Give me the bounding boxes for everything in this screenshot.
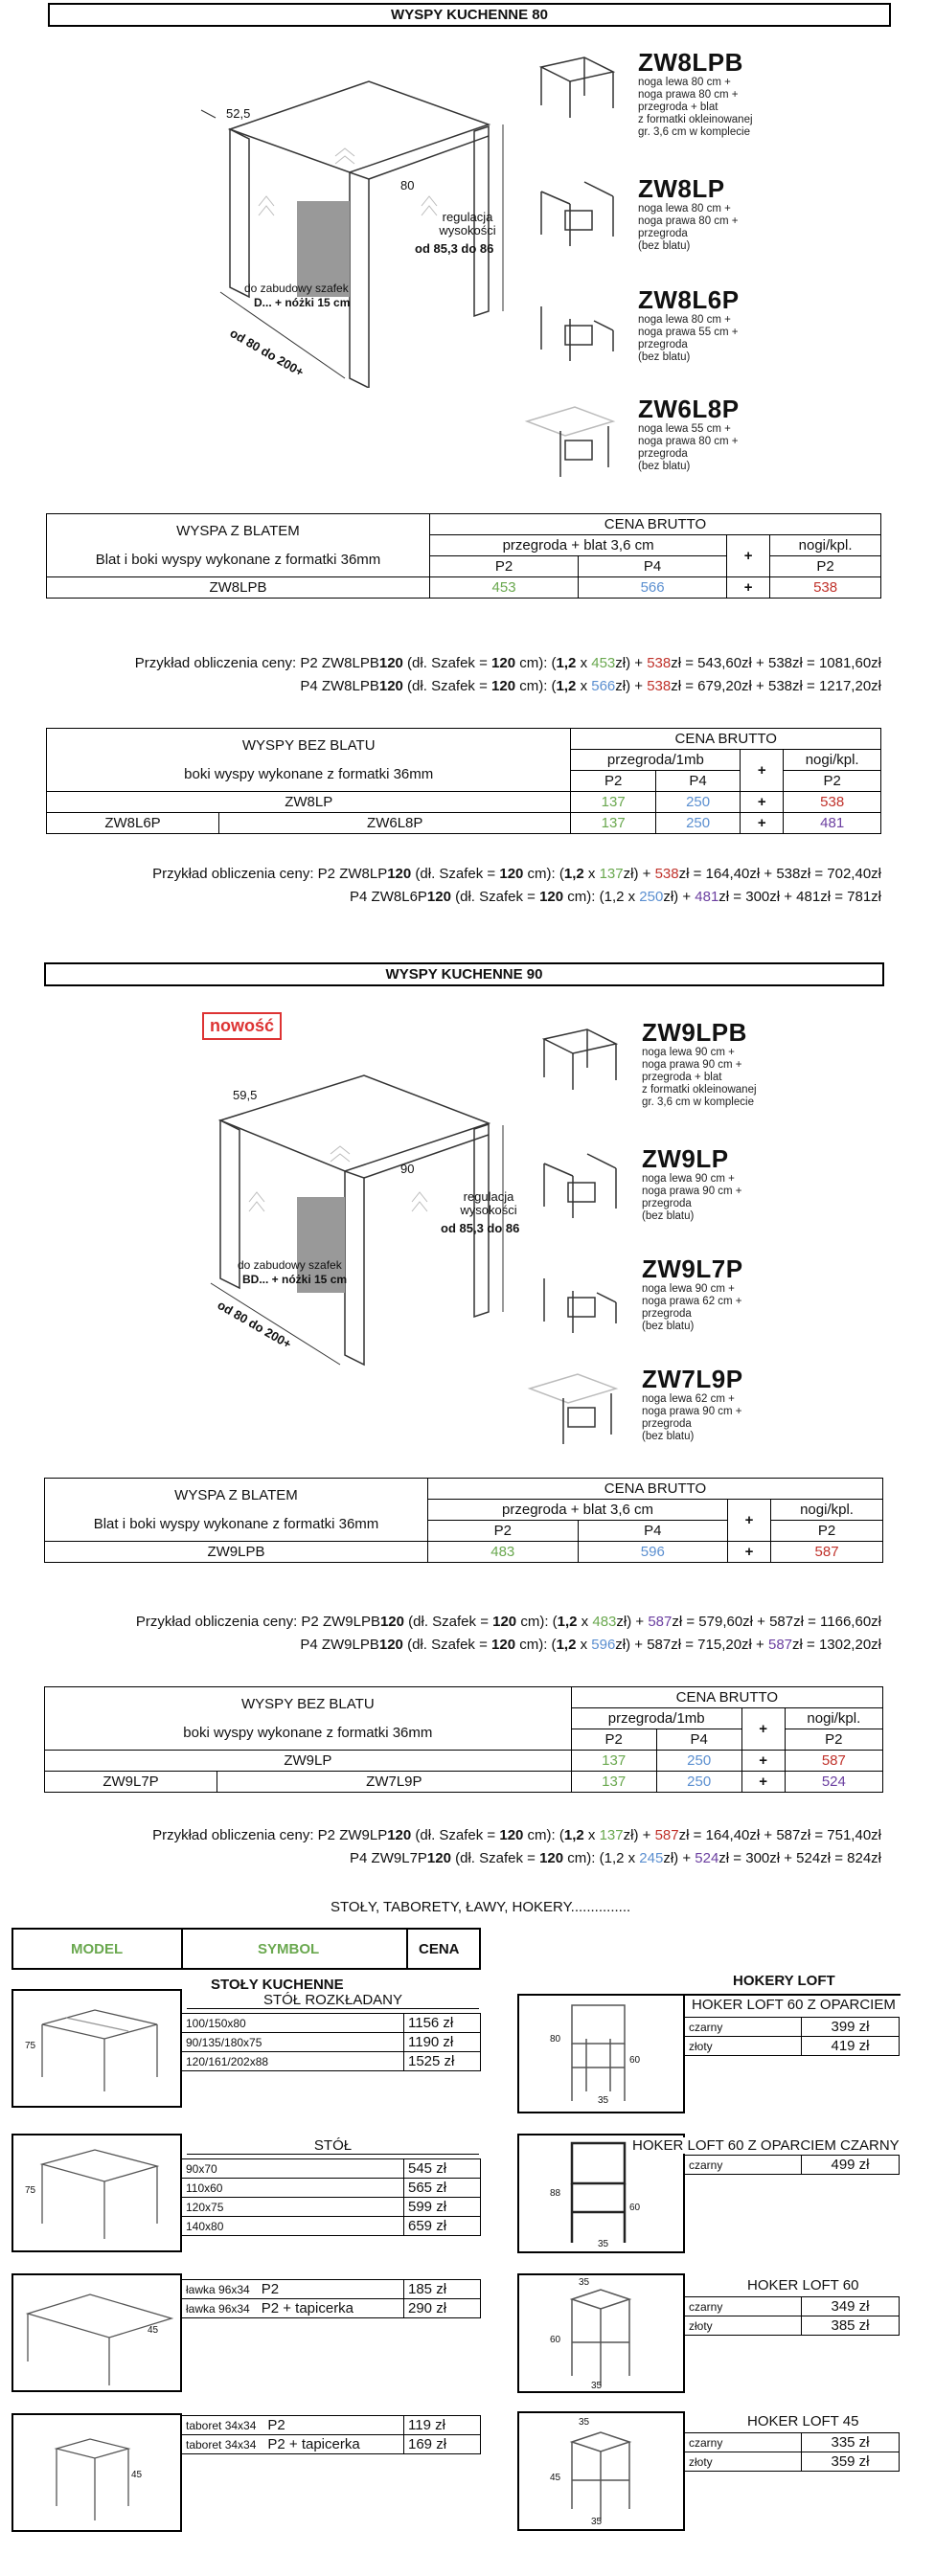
price-p4: 250 <box>656 1772 741 1793</box>
extendable-table-heading: STÓŁ ROZKŁADANY <box>187 1992 479 2009</box>
dim-width: 35 <box>598 2095 609 2106</box>
product-zw6l8p <box>638 395 740 473</box>
product-desc: noga lewa 80 cm + noga prawa 55 cm + przegroda (bez blatu) <box>638 314 739 363</box>
dim-height: 88 <box>550 2188 561 2199</box>
product-code: ZW8LPB <box>638 48 743 77</box>
stool-prices <box>181 2415 481 2454</box>
dim-height: 75 <box>25 2185 36 2196</box>
plus: + <box>727 535 770 577</box>
header-price: CENA <box>419 1941 460 1957</box>
table-row: czarny 399 zł <box>685 2018 900 2037</box>
price-p2: 137 <box>571 813 655 834</box>
extendable-table-prices <box>181 2013 481 2071</box>
price-header: CENA BRUTTO <box>430 514 881 535</box>
model-image <box>517 1994 685 2113</box>
row-code: ZW7L9P <box>217 1772 572 1793</box>
col-p4: P4 <box>655 771 740 792</box>
table-row: ławka 96x34 P2 185 zł <box>182 2280 481 2299</box>
price-header: CENA BRUTTO <box>571 729 881 750</box>
dim-width: 35 <box>591 2517 603 2527</box>
model-image <box>517 2273 685 2393</box>
row-code: ZW9L7P <box>45 1772 217 1793</box>
table-row: czarny 499 zł <box>685 2156 900 2175</box>
table-row: 90/135/180x75 1190 zł <box>182 2033 481 2052</box>
price-p4: 566 <box>579 577 727 599</box>
example-line: P4 ZW9LPB120 (dł. Szafek = 120 cm): (1,2 x 596zł) + 587zł = 715,20zł + 587zł = 1302,20zł <box>300 1637 881 1653</box>
legs-header: nogi/kpl. <box>785 1708 882 1729</box>
table-row: złoty 385 zł <box>685 2316 900 2336</box>
table-row: taboret 34x34 P2 + tapicerka 169 zł <box>182 2435 481 2454</box>
dim-top: 35 <box>579 2417 590 2428</box>
model-image <box>11 2413 182 2532</box>
table-prices <box>181 2158 481 2236</box>
plus: + <box>741 1772 785 1793</box>
product-zw8l6p <box>638 285 740 364</box>
product-code: ZW8L6P <box>638 285 740 314</box>
table-row: czarny 349 zł <box>685 2297 900 2316</box>
dim-height: 45 <box>550 2473 561 2483</box>
price-p2: 453 <box>430 577 579 599</box>
product-desc: noga lewa 80 cm + noga prawa 80 cm + przegroda (bez blatu) <box>638 203 739 252</box>
kitchen-tables-heading: STOŁY KUCHENNE <box>211 1977 344 1993</box>
row-code: ZW8L6P <box>47 813 219 834</box>
product-desc: noga lewa 90 cm + noga prawa 90 cm + przegroda (bez blatu) <box>642 1173 742 1222</box>
table-row: złoty 419 zł <box>685 2037 900 2056</box>
col-p2: P2 <box>571 1729 656 1751</box>
product-icon <box>536 177 618 249</box>
price-p2: 137 <box>571 1751 656 1772</box>
new-badge: nowość <box>202 1012 282 1040</box>
legs-header: nogi/kpl. <box>770 535 881 556</box>
table-row: 90x70 545 zł <box>182 2159 481 2179</box>
row-code: ZW9LP <box>45 1751 572 1772</box>
dim-seat: 60 <box>629 2055 641 2066</box>
dim-top: 35 <box>579 2277 590 2288</box>
product-zw8lp <box>638 174 739 253</box>
price-legs: 587 <box>771 1542 883 1563</box>
table-subheading: Blat i boki wyspy wykonane z formatki 36mm <box>93 1515 379 1532</box>
col-p4: P4 <box>578 1521 728 1542</box>
stool-name: HOKER LOFT 60 Z OPARCIEM CZARNY <box>632 2137 900 2154</box>
price-table-without-top <box>46 728 881 834</box>
plus: + <box>741 1708 785 1751</box>
price-header: CENA BRUTTO <box>428 1479 883 1500</box>
price-table-with-top <box>46 513 881 599</box>
table-heading: STÓŁ <box>187 2137 479 2155</box>
price-table-without-top <box>44 1686 883 1793</box>
stool-prices <box>684 2017 900 2056</box>
col-p2: P2 <box>771 1521 883 1542</box>
plus: + <box>727 577 770 599</box>
product-desc: noga lewa 62 cm + noga prawa 90 cm + przegroda (bez blatu) <box>642 1393 742 1442</box>
cabinet-label-2: BD... + nóżki 15 cm <box>242 1273 348 1286</box>
dim-width: 90 <box>400 1162 415 1176</box>
col-p2: P2 <box>430 556 579 577</box>
example-line: Przykład obliczenia ceny: P2 ZW8LP120 (dł. Szafek = 120 cm): (1,2 x 137zł) + 538zł = 164,40zł + 538zł = 702,40zł <box>152 866 881 882</box>
dim-width: 35 <box>591 2381 603 2391</box>
table-row: ławka 96x34 P2 + tapicerka 290 zł <box>182 2299 481 2318</box>
height-range: od 85,3 do 86 <box>415 241 494 256</box>
stool-prices <box>684 2432 900 2472</box>
product-desc: noga lewa 90 cm + noga prawa 62 cm + przegroda (bez blatu) <box>642 1283 742 1332</box>
product-zw8lpb <box>638 48 753 139</box>
cabinet-label: do zabudowy szafek <box>238 1258 342 1272</box>
row-code: ZW8LPB <box>47 577 430 599</box>
example-line: Przykład obliczenia ceny: P2 ZW8LPB120 (dł. Szafek = 120 cm): (1,2 x 453zł) + 538zł = 543,60zł + 538zł = 1081,60zł <box>134 655 881 671</box>
col-p4: P4 <box>656 1729 741 1751</box>
product-zw7l9p <box>642 1365 743 1443</box>
product-icon <box>536 53 618 120</box>
dim-height: 80 <box>550 2034 561 2045</box>
stool-name: HOKER LOFT 45 <box>747 2413 859 2429</box>
plus: + <box>741 813 784 834</box>
example-line: P4 ZW8LPB120 (dł. Szafek = 120 cm): (1,2 x 566zł) + 538zł = 679,20zł + 538zł = 1217,20zł <box>300 678 881 694</box>
table-subheading: boki wyspy wykonane z formatki 36mm <box>183 1724 433 1741</box>
dim-depth: 52,5 <box>226 106 251 121</box>
col-p2: P2 <box>785 1729 882 1751</box>
table-row: taboret 34x34 P2 119 zł <box>182 2416 481 2435</box>
dim-seat: 60 <box>629 2203 641 2213</box>
section-title: STOŁY, TABORETY, ŁAWY, HOKERY............... <box>331 1899 631 1915</box>
product-icon <box>522 402 618 484</box>
header-model: MODEL <box>71 1941 124 1957</box>
bench-prices <box>181 2279 481 2318</box>
table-subheading: boki wyspy wykonane z formatki 36mm <box>184 765 434 782</box>
cabinet-label-2: D... + nóżki 15 cm <box>254 296 351 309</box>
product-zw9lp <box>642 1144 742 1223</box>
price-header: CENA BRUTTO <box>571 1687 882 1708</box>
table-row: czarny 335 zł <box>685 2433 900 2452</box>
dim-width: 80 <box>400 178 415 192</box>
height-adjust-label: regulacja wysokości <box>460 1189 517 1217</box>
price-p4: 250 <box>656 1751 741 1772</box>
section-title: WYSPY KUCHENNE 80 <box>48 3 891 27</box>
table-row: 120x75 599 zł <box>182 2198 481 2217</box>
table-heading: WYSPY BEZ BLATU <box>241 736 376 754</box>
table-row: 110x60 565 zł <box>182 2179 481 2198</box>
col-p2: P2 <box>571 771 655 792</box>
table-row: 140x80 659 zł <box>182 2217 481 2236</box>
price-legs: 587 <box>785 1751 882 1772</box>
height-adjust-label: regulacja wysokości <box>439 210 496 237</box>
product-desc: noga lewa 80 cm + noga prawa 80 cm + przegroda + blat z formatki okleinowanej gr. 3,6 cm w komplecie <box>638 77 753 138</box>
header-symbol: SYMBOL <box>258 1941 320 1957</box>
product-icon <box>539 1149 621 1221</box>
example-line: Przykład obliczenia ceny: P2 ZW9LPB120 (dł. Szafek = 120 cm): (1,2 x 483zł) + 587zł = 579,60zł + 587zł = 1166,60zł <box>135 1614 881 1630</box>
table-header <box>11 1928 481 1970</box>
table-row: 100/150x80 1156 zł <box>182 2014 481 2033</box>
partition-header: przegroda/1mb <box>571 1708 741 1729</box>
product-desc: noga lewa 90 cm + noga prawa 90 cm + przegroda + blat z formatki okleinowanej gr. 3,6 cm w komplecie <box>642 1047 757 1108</box>
dim-width: 35 <box>598 2239 609 2249</box>
product-icon <box>536 292 618 364</box>
example-line: P4 ZW9L7P120 (dł. Szafek = 120 cm): (1,2 x 245zł) + 524zł = 300zł + 524zł = 824zł <box>350 1850 881 1866</box>
legs-header: nogi/kpl. <box>784 750 881 771</box>
price-p2: 137 <box>571 792 655 813</box>
cabinet-label: do zabudowy szafek <box>244 282 349 295</box>
dim-height: 45 <box>131 2470 143 2480</box>
model-image <box>11 1989 182 2108</box>
length-label: od 80 do 200+ <box>215 1298 294 1352</box>
bar-stools-heading: HOKERY LOFT <box>733 1973 835 1989</box>
height-range: od 85,3 do 86 <box>441 1221 520 1235</box>
table-heading: WYSPA Z BLATEM <box>176 522 300 539</box>
legs-header: nogi/kpl. <box>771 1500 883 1521</box>
product-code: ZW9LPB <box>642 1018 747 1047</box>
product-code: ZW7L9P <box>642 1365 743 1393</box>
plus: + <box>728 1542 771 1563</box>
product-desc: noga lewa 55 cm + noga prawa 80 cm + przegroda (bez blatu) <box>638 423 739 472</box>
price-table-with-top <box>44 1478 883 1563</box>
col-p4: P4 <box>579 556 727 577</box>
row-code: ZW6L8P <box>219 813 571 834</box>
model-image <box>11 2134 182 2252</box>
example-line: P4 ZW8L6P120 (dł. Szafek = 120 cm): (1,2 x 250zł) + 481zł = 300zł + 481zł = 781zł <box>350 889 881 905</box>
table-heading: WYSPY BEZ BLATU <box>241 1695 375 1712</box>
stool-prices <box>684 2296 900 2336</box>
product-icon <box>525 1369 621 1451</box>
plus: + <box>741 750 784 792</box>
partition-header: przegroda + blat 3,6 cm <box>430 535 727 556</box>
dim-height: 45 <box>148 2325 159 2336</box>
model-image <box>517 2411 685 2531</box>
table-heading: WYSPA Z BLATEM <box>174 1486 298 1503</box>
stool-name: HOKER LOFT 60 Z OPARCIEM <box>692 1997 896 2013</box>
stool-prices <box>684 2155 900 2175</box>
product-zw9l7p <box>642 1254 743 1333</box>
table-subheading: Blat i boki wyspy wykonane z formatki 36mm <box>95 551 381 568</box>
product-code: ZW9LP <box>642 1144 729 1173</box>
plus: + <box>728 1500 771 1542</box>
partition-header: przegroda + blat 3,6 cm <box>428 1500 728 1521</box>
dim-height: 75 <box>25 2041 36 2051</box>
table-row: złoty 359 zł <box>685 2452 900 2472</box>
partition-header: przegroda/1mb <box>571 750 741 771</box>
example-line: Przykład obliczenia ceny: P2 ZW9LP120 (dł. Szafek = 120 cm): (1,2 x 137zł) + 587zł = 164,40zł + 587zł = 751,40zł <box>152 1827 881 1843</box>
col-p2: P2 <box>770 556 881 577</box>
length-label: od 80 do 200+ <box>227 326 307 380</box>
price-p4: 250 <box>655 813 740 834</box>
product-code: ZW9L7P <box>642 1254 743 1283</box>
dim-height: 60 <box>550 2335 561 2345</box>
price-legs: 481 <box>784 813 881 834</box>
model-image <box>11 2273 182 2392</box>
row-code: ZW8LP <box>47 792 571 813</box>
product-zw9lpb <box>642 1018 757 1109</box>
product-icon <box>539 1264 621 1336</box>
price-p4: 250 <box>655 792 740 813</box>
price-p4: 596 <box>578 1542 728 1563</box>
product-icon <box>539 1025 621 1092</box>
dim-depth: 59,5 <box>233 1088 258 1102</box>
plus: + <box>741 1751 785 1772</box>
price-legs: 524 <box>785 1772 882 1793</box>
price-p2: 137 <box>571 1772 656 1793</box>
col-p2: P2 <box>428 1521 579 1542</box>
price-p2: 483 <box>428 1542 579 1563</box>
col-p2: P2 <box>784 771 881 792</box>
plus: + <box>741 792 784 813</box>
product-code: ZW8LP <box>638 174 725 203</box>
price-legs: 538 <box>784 792 881 813</box>
stool-name: HOKER LOFT 60 <box>747 2277 859 2294</box>
price-legs: 538 <box>770 577 881 599</box>
table-row: 120/161/202x88 1525 zł <box>182 2052 481 2071</box>
product-code: ZW6L8P <box>638 395 740 423</box>
row-code: ZW9LPB <box>45 1542 428 1563</box>
section-title: WYSPY KUCHENNE 90 <box>44 962 884 986</box>
